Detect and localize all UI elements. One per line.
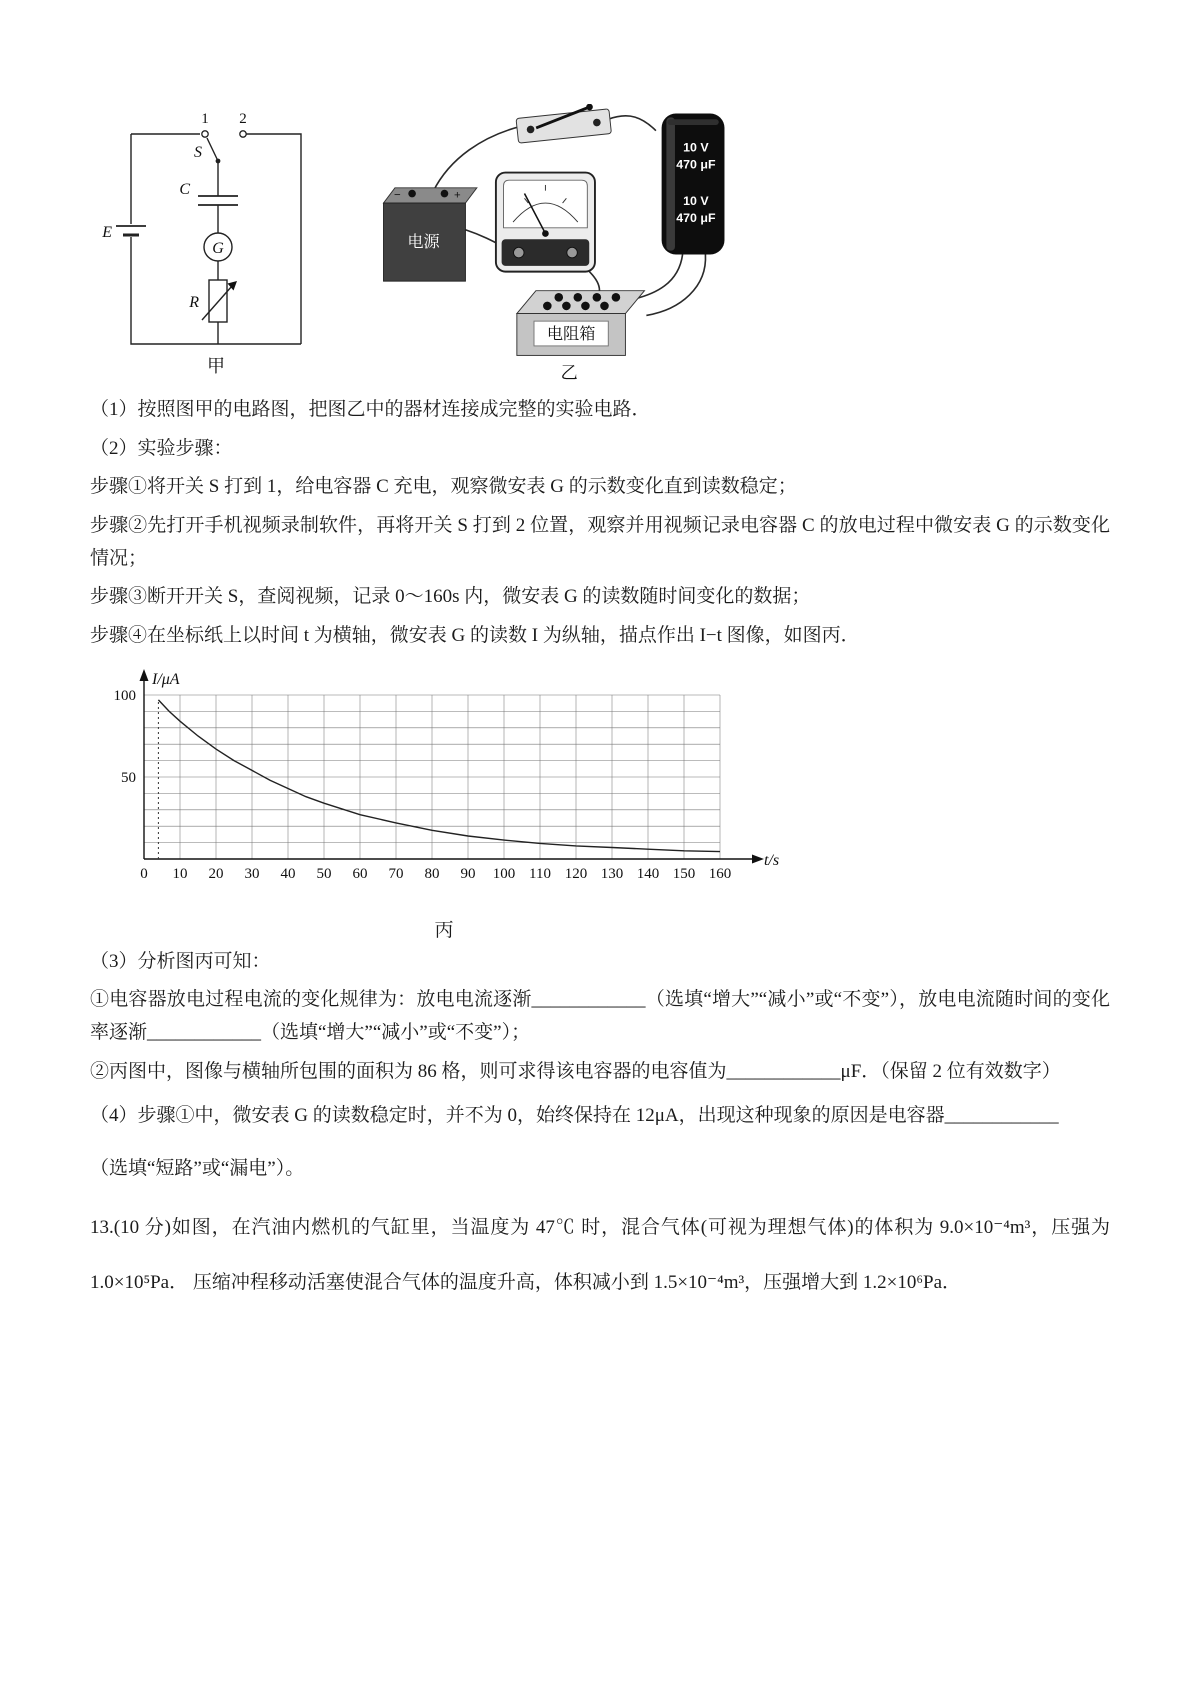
galvanometer-label: G	[212, 240, 224, 257]
resistance-box	[517, 291, 645, 356]
y-axis-label: I/μA	[152, 670, 180, 688]
capacitor-label: C	[179, 181, 190, 198]
switch-contact-1	[202, 131, 208, 137]
y-tick-label: 100	[113, 687, 136, 704]
x-tick-label: 110	[529, 865, 551, 882]
analysis-q2: ②丙图中，图像与横轴所包围的面积为 86 格，则可求得该电容器的电容值为____________μF．（保留 2 位有效数字）	[90, 1060, 1061, 1082]
step-2: 步骤②先打开手机视频录制软件，再将开关 S 打到 2 位置，观察并用视频记录电容器 C 的放电过程中微安表 G 的示数变化情况；	[90, 515, 1110, 569]
wire	[246, 134, 301, 344]
switch-contact-2	[240, 131, 246, 137]
analysis-q1: ①电容器放电过程电流的变化规律为：放电电流逐渐____________（选填“增大”“减小”或“不变”），放电电流随时间的变化率逐渐____________（选填“增大”“减小”或“不变”）；	[90, 989, 1110, 1044]
instruction-connect-circuit: （1）按照图甲的电路图，把图乙中的器材连接成完整的实验电路．	[90, 399, 651, 420]
terminal	[408, 190, 416, 198]
switch-blade	[207, 138, 218, 161]
chart-bing	[94, 667, 794, 942]
experiment-steps-heading: （2）实验步骤：	[90, 437, 233, 459]
x-tick-label: 90	[460, 865, 476, 882]
question-13: 13.(10 分)如图，在汽油内燃机的气缸里，当温度为 47℃ 时，混合气体(可视为理想气体)的体积为 9.0×10⁻⁴m³，压强为 1.0×10⁵Pa． 压缩冲程移动活塞使混合气体的温度升高，体积减小到 1.5×10⁻⁴m³，压强增大到 1.2×10⁶Pa．	[90, 1216, 1110, 1293]
minus-terminal-label: −	[393, 189, 401, 202]
capacitor-symbol	[198, 196, 238, 205]
chart-caption: 丙	[434, 919, 454, 941]
experiment-figures	[90, 104, 1110, 384]
battery-symbol	[116, 226, 146, 235]
x-tick-label: 70	[388, 865, 404, 882]
plus-terminal-label: +	[454, 189, 461, 202]
battery-label: E	[102, 224, 112, 241]
equipment-photo-yi	[374, 104, 774, 384]
x-tick-label: 20	[208, 865, 224, 882]
capacitor-lead	[646, 254, 705, 315]
terminal	[567, 247, 577, 257]
x-tick-label: 0	[140, 865, 148, 882]
contact-1-label: 1	[201, 111, 209, 127]
x-tick-label: 120	[564, 865, 588, 882]
power-supply	[384, 188, 477, 281]
x-tick-label: 40	[280, 865, 296, 882]
x-axis-arrow	[752, 854, 764, 863]
circuit-diagram-jia	[96, 104, 346, 384]
capacitor-capacity-print: 470 μF	[676, 157, 716, 172]
galvanometer-meter	[496, 173, 595, 272]
knife-switch	[515, 104, 611, 143]
x-tick-label: 80	[424, 865, 440, 882]
x-tick-label: 140	[636, 865, 660, 882]
x-tick-label: 150	[672, 865, 696, 882]
resistor-label: R	[189, 294, 199, 311]
x-tick-label: 10	[172, 865, 188, 882]
figure-yi-caption: 乙	[560, 363, 578, 383]
capacitor-component	[629, 114, 724, 316]
question-4-options: （选填“短路”或“漏电”）。	[90, 1158, 305, 1180]
x-axis-label: t/s	[764, 851, 780, 869]
step-4: 步骤④在坐标纸上以时间 t 为横轴，微安表 G 的读数 I 为纵轴，描点作出 I−t 图像，如图丙．	[90, 625, 860, 647]
wire	[608, 116, 656, 131]
it-chart	[94, 667, 794, 907]
x-tick-label: 60	[352, 865, 368, 882]
power-supply-label: 电源	[407, 232, 440, 251]
step-3: 步骤③断开开关 S，查阅视频，记录 0～160s 内，微安表 G 的读数随时间变化的数据；	[90, 586, 811, 608]
discharge-curve	[158, 700, 720, 852]
x-tick-label: 50	[316, 865, 332, 882]
analysis-heading: （3）分析图丙可知：	[90, 950, 271, 972]
capacitor-capacity-print: 470 μF	[676, 211, 716, 226]
step-1: 步骤①将开关 S 打到 1，给电容器 C 充电，观察微安表 G 的示数变化直到读数稳定；	[90, 476, 797, 498]
y-tick-label: 50	[121, 769, 136, 786]
figure-jia-caption: 甲	[207, 356, 225, 376]
question-4: （4）步骤①中，微安表 G 的读数稳定时，并不为 0，始终保持在 12μA，出现这种现象的原因是电容器____________	[90, 1105, 1059, 1127]
x-tick-label: 130	[600, 865, 624, 882]
contact-2-label: 2	[239, 111, 247, 127]
terminal	[441, 190, 449, 198]
capacitor-voltage-print: 10 V	[683, 140, 709, 155]
x-tick-label: 160	[708, 865, 732, 882]
x-tick-label: 100	[492, 865, 516, 882]
resistance-box-label: 电阻箱	[546, 325, 596, 344]
switch-label: S	[194, 144, 202, 161]
capacitor-voltage-print: 10 V	[683, 193, 709, 208]
terminal	[514, 247, 524, 257]
y-axis-arrow	[140, 669, 149, 681]
x-tick-label: 30	[244, 865, 260, 882]
